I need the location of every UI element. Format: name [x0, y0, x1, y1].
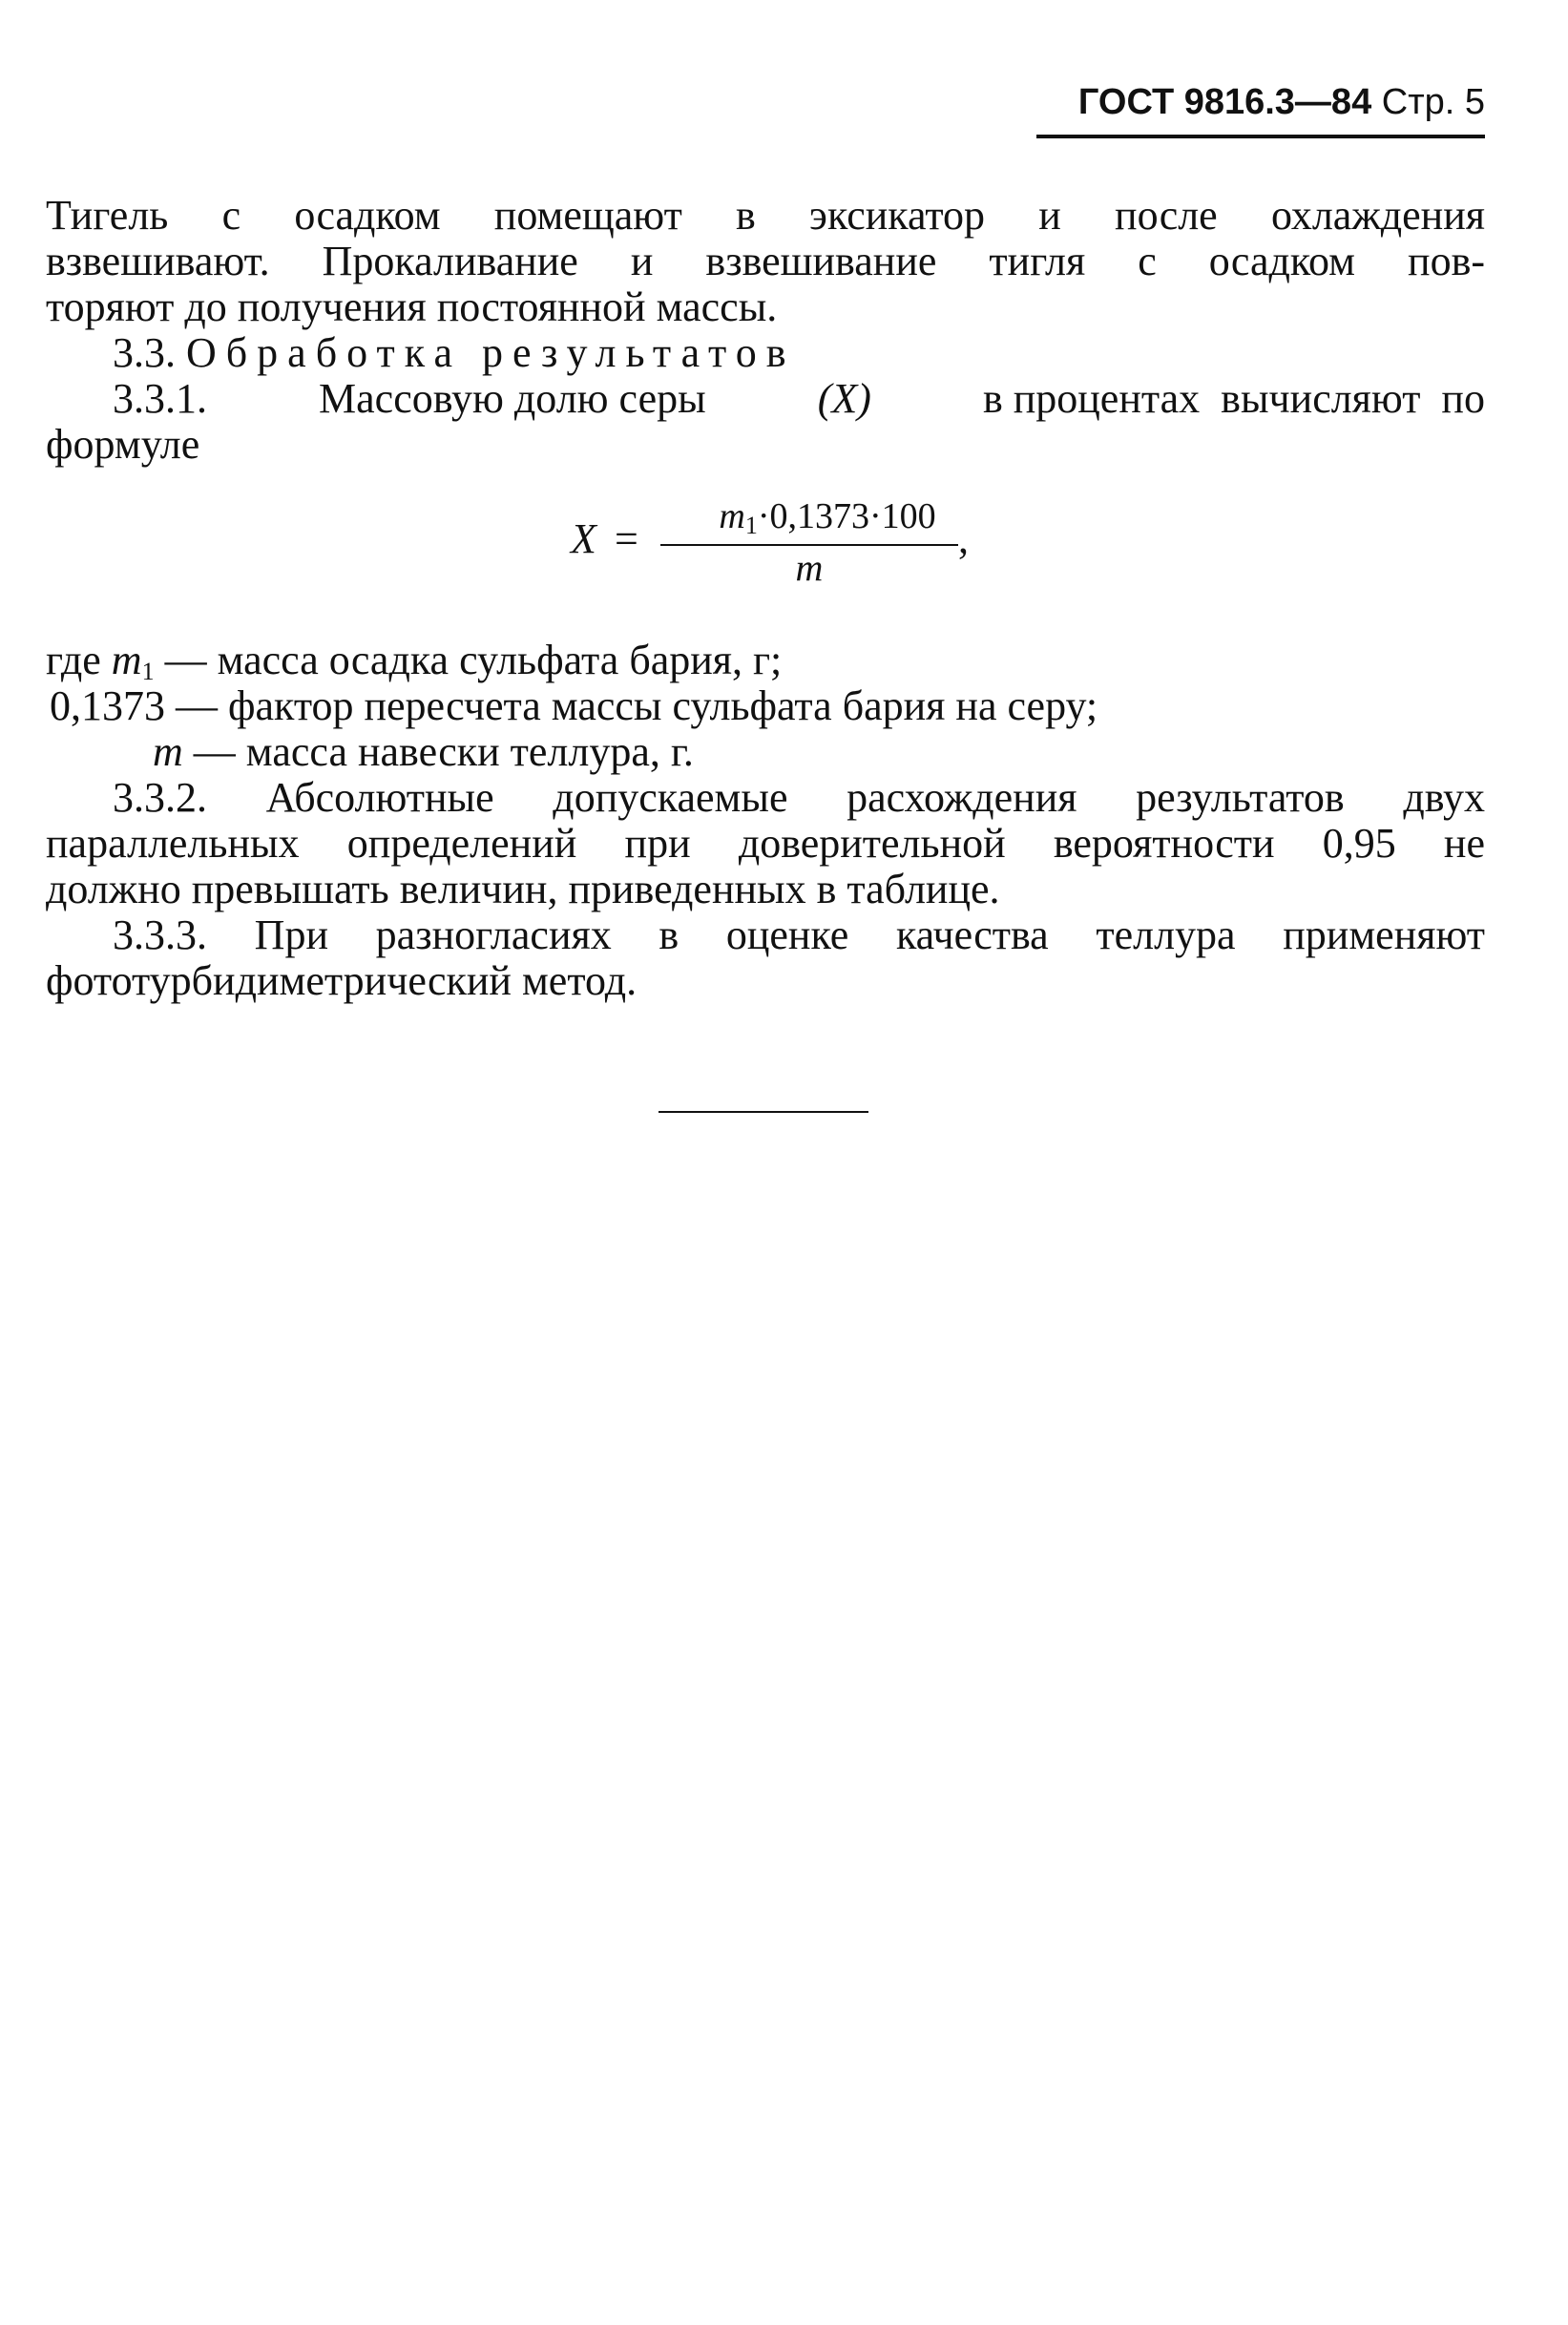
page-header [1036, 78, 1485, 126]
section-number: 3.3. [113, 329, 176, 376]
formula-numerator: $m_1\cdot 0,1373\cdot 100$ [719, 496, 936, 539]
section-heading [113, 330, 1485, 376]
end-rule [659, 1111, 868, 1113]
header-rule [1036, 135, 1485, 138]
item-text: в процентах вычисляют по [982, 375, 1485, 422]
item-3-3-1-continuation: формуле [46, 421, 200, 468]
item-3-3-2 [46, 775, 1485, 912]
section-title: Обработка результатов [186, 329, 796, 376]
item-3-3-3 [46, 912, 1485, 1004]
paragraph-line: 3.3.3. При разногласиях в оценке качества теллура применяют [113, 911, 1485, 958]
legend-item: где $m_1$ — масса осадка сульфата бария, г; [46, 637, 783, 685]
paragraph-line: должно превышать величин, приведенных в таблице. [46, 866, 1000, 912]
sulfur-formula [571, 494, 972, 590]
paragraph-line: взвешивают. Прокаливание и взвешивание тигля с осадком пов- [46, 238, 1485, 284]
formula-lhs: X [571, 515, 596, 562]
item-3-3-1-line [113, 376, 1485, 422]
legend-item: m — масса навески теллура, г. [153, 728, 694, 775]
paragraph-line: Тигель с осадком помещают в эксикатор и после охлаждения [46, 192, 1485, 239]
formula-equals: = [615, 515, 638, 562]
formula-denominator: m [795, 546, 824, 589]
legend-item: 0,1373 — фактор пересчета массы сульфата бария на серу; [50, 682, 1098, 729]
formula-symbol: (X) [817, 375, 871, 422]
formula-comma: , [958, 515, 969, 562]
paragraph-line: фототурбидиметрический метод. [46, 957, 638, 1004]
paragraph-line: 3.3.2. Абсолютные допускаемые расхождения результатов двух [113, 774, 1485, 821]
paragraph-line: торяют до получения постоянной массы. [46, 283, 778, 330]
paragraph-crucible [46, 193, 1485, 330]
paragraph-line: параллельных определений при доверительной вероятности 0,95 не [46, 820, 1485, 867]
standard-number: ГОСТ 9816.3—84 [1077, 82, 1372, 122]
page-number: Стр. 5 [1381, 82, 1485, 122]
item-number: 3.3.1. [113, 375, 207, 422]
item-text: Массовую долю серы [319, 375, 706, 422]
